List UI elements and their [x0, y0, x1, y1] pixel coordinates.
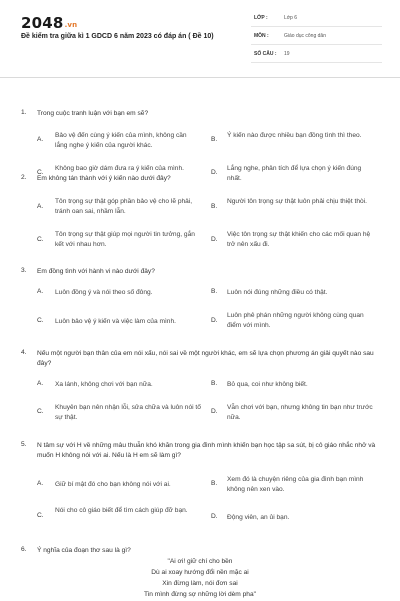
option-a[interactable]: Xa lánh, không chơi với bạn nữa. — [55, 381, 153, 388]
question-text: Nếu một người bạn thân của em nói xấu, nói sai về một người khác, em sẽ lựa chọn phương án giải quyết nào sau đây? — [37, 350, 374, 367]
question-text: Ý nghĩa của đoạn thơ sau là gì? — [37, 547, 131, 554]
option-d[interactable]: Việc tôn trọng sự thật khiến cho các mối quan hệ trở nên xấu đi. — [227, 231, 371, 248]
question-text: Em không tán thành với ý kiến nào dưới đây? — [37, 175, 171, 182]
option-letter[interactable]: A. — [37, 136, 44, 143]
meta-value: Lớp 6 — [284, 15, 298, 21]
option-letter[interactable]: A. — [37, 480, 44, 487]
option-letter[interactable]: B. — [211, 480, 218, 487]
option-letter[interactable]: C. — [37, 236, 44, 243]
question-number: 6. — [21, 546, 27, 553]
question-number: 5. — [21, 441, 27, 448]
option-letter[interactable]: D. — [211, 236, 218, 243]
exam-meta-panel — [251, 13, 382, 67]
option-c[interactable]: Không bao giờ dám đưa ra ý kiến của mình. — [55, 165, 184, 172]
option-c[interactable]: Tôn trọng sự thật giúp mọi người tin tưởng, gắn kết với nhau hơn. — [55, 231, 195, 248]
option-c[interactable]: Luôn bảo vệ ý kiến và việc làm của mình. — [55, 318, 176, 325]
option-letter[interactable]: D. — [211, 317, 218, 324]
question-text: Trong cuộc tranh luận với bạn em sẽ? — [37, 110, 149, 117]
option-letter[interactable]: D. — [211, 408, 218, 415]
option-letter[interactable]: D. — [211, 169, 218, 176]
option-d[interactable]: Lắng nghe, phân tích để lựa chọn ý kiến đúng nhất. — [227, 165, 362, 182]
poem-line: "Ai ơi! giữ chí cho bền — [167, 558, 233, 565]
question-number: 2. — [21, 174, 27, 181]
poem-line: Xin đừng làm, nói đơn sai — [162, 580, 238, 587]
option-letter[interactable]: B. — [211, 136, 218, 143]
option-d[interactable]: Động viên, an ủi bạn. — [227, 514, 290, 521]
option-b[interactable]: Ý kiến nào được nhiều bạn đồng tình thì theo. — [227, 132, 362, 139]
option-d[interactable]: Luôn phê phán những người không cùng quan điểm với mình. — [227, 312, 364, 329]
header-divider — [0, 77, 400, 78]
option-letter[interactable]: A. — [37, 380, 44, 387]
option-b[interactable]: Bỏ qua, coi như không biết. — [227, 381, 308, 388]
site-logo[interactable] — [21, 14, 77, 32]
poem-line: Tin mình đừng sợ những lời dèm pha" — [144, 591, 256, 598]
question-number: 3. — [21, 267, 27, 274]
option-letter[interactable]: C. — [37, 512, 44, 519]
option-letter[interactable]: C. — [37, 317, 44, 324]
option-c[interactable]: Nói cho cô giáo biết để tìm cách giúp đỡ bạn. — [55, 507, 188, 514]
logo-text: 2048 — [21, 14, 64, 32]
option-b[interactable]: Người tôn trọng sự thật luôn phải chịu thiệt thòi. — [227, 198, 367, 205]
option-a[interactable]: Giữ bí mật đó cho bạn không nói với ai. — [55, 481, 171, 488]
meta-value: 19 — [284, 51, 290, 57]
meta-value: Giáo dục công dân — [284, 33, 326, 39]
meta-label: LỚP : — [254, 15, 268, 21]
poem-line: Dù ai xoay hướng đổi nền mặc ai — [151, 569, 249, 576]
meta-row-class — [251, 13, 382, 27]
meta-row-subject — [251, 31, 382, 45]
option-b[interactable]: Luôn nói đúng những điều có thật. — [227, 289, 328, 296]
option-letter[interactable]: B. — [211, 288, 218, 295]
question-number: 1. — [21, 109, 27, 116]
logo-suffix: .vn — [64, 21, 78, 29]
option-letter[interactable]: B. — [211, 380, 218, 387]
meta-row-question-count — [251, 49, 382, 63]
question-text: Em đồng tình với hành vi nào dưới đây? — [37, 268, 155, 275]
option-letter[interactable]: B. — [211, 203, 218, 210]
option-b[interactable]: Xem đó là chuyện riêng của gia đình bạn mình không nên xen vào. — [227, 476, 364, 493]
option-letter[interactable]: C. — [37, 169, 44, 176]
page-header — [0, 0, 400, 70]
option-letter[interactable]: A. — [37, 288, 44, 295]
meta-label: SỐ CÂU : — [254, 51, 277, 57]
option-a[interactable]: Tôn trọng sự thật góp phần bảo vệ cho lẽ phải, tránh oan sai, nhầm lẫn. — [55, 198, 193, 215]
question-number: 4. — [21, 349, 27, 356]
option-a[interactable]: Bảo vệ đến cùng ý kiến của mình, không cần lắng nghe ý kiến của người khác. — [55, 132, 187, 149]
exam-title: Đề kiểm tra giữa kì 1 GDCD 6 năm 2023 có đáp án ( Đề 10) — [21, 33, 214, 40]
option-d[interactable]: Vẫn chơi với bạn, nhưng không tin bạn như trước nữa. — [227, 404, 373, 421]
option-letter[interactable]: D. — [211, 513, 218, 520]
option-a[interactable]: Luôn đồng ý và nói theo số đông. — [55, 289, 153, 296]
option-letter[interactable]: C. — [37, 408, 44, 415]
meta-label: MÔN : — [254, 33, 269, 39]
option-letter[interactable]: A. — [37, 203, 44, 210]
option-c[interactable]: Khuyên bạn nên nhận lỗi, sửa chữa và luôn nói tố sự thật. — [55, 404, 201, 421]
question-text: N tâm sự với H về những mâu thuẫn khó khăn trong gia đình mình khiến bạn học tập sa sút, bị cô giáo nhắc nhở và muốn H không nói với ai. Nếu là H em sẽ làm gì? — [37, 442, 376, 459]
